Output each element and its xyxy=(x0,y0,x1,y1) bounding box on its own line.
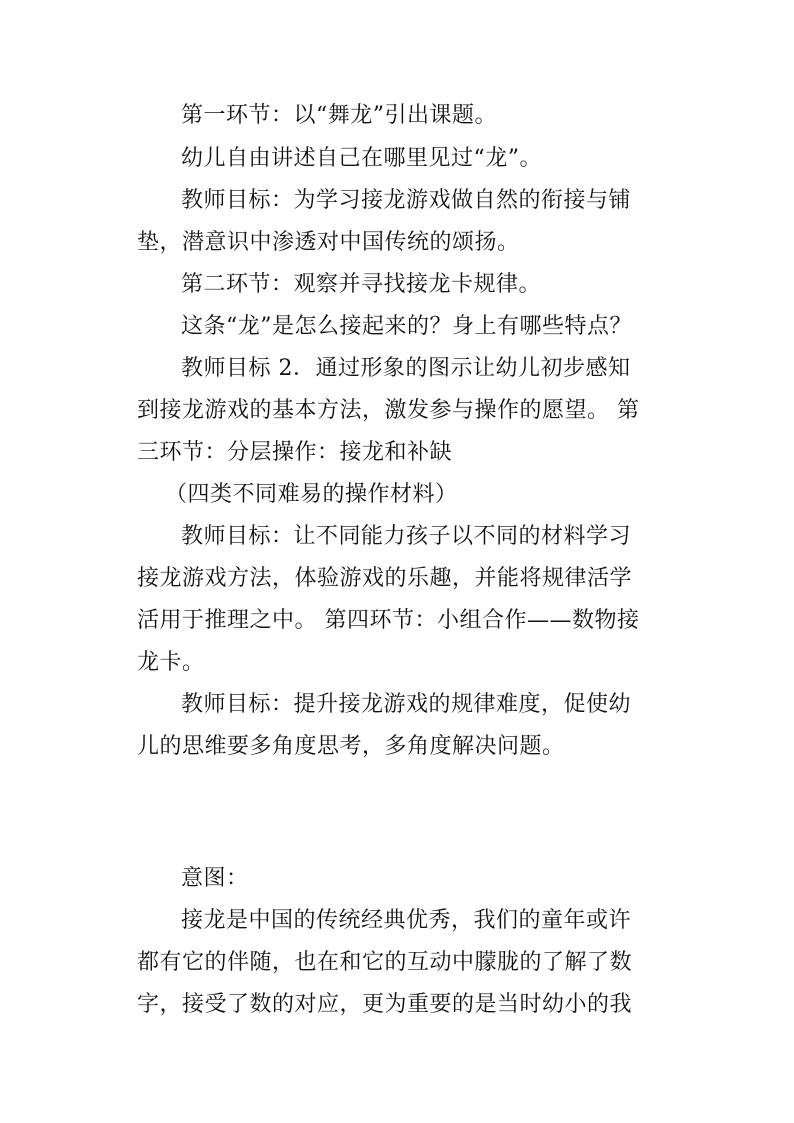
section-one-heading: 第一环节：以“舞龙”引出课题。 xyxy=(181,103,497,128)
intent-heading: 意图： xyxy=(181,866,249,891)
teacher-goal-line: 教师目标：为学习接龙游戏做自然的衔接与铺 xyxy=(181,188,632,213)
paragraph-line: 接龙是中国的传统经典优秀，我们的童年或许 xyxy=(181,908,632,933)
section-two-heading: 第二环节：观察并寻找接龙卡规律。 xyxy=(181,272,542,297)
paragraph-line: 这条“龙”是怎么接起来的？身上有哪些特点？ xyxy=(181,314,632,339)
teacher-goal-line: 教师目标：提升接龙游戏的规律难度，促使幼 xyxy=(181,692,632,717)
section-four-line: 活用于推理之中。 第四环节：小组合作——数物接 xyxy=(137,608,640,633)
paragraph-line: 儿的思维要多角度思考，多角度解决问题。 xyxy=(137,734,565,759)
teacher-goal-line: 教师目标：让不同能力孩子以不同的材料学习 xyxy=(181,524,632,549)
paragraph-line: 都有它的伴随，也在和它的互动中朦胧的了解了数 xyxy=(137,950,633,975)
paragraph-line: 幼儿自由讲述自己在哪里见过“龙”。 xyxy=(181,146,542,171)
section-three-line: 三环节：分层操作：接龙和补缺 xyxy=(137,440,453,465)
paragraph-line: 垫，潜意识中渗透对中国传统的颂扬。 xyxy=(137,230,520,255)
paragraph-line: 到接龙游戏的基本方法，激发参与操作的愿望。 第 xyxy=(137,398,640,423)
paragraph-line: 接龙游戏方法，体验游戏的乐趣，并能将规律活学 xyxy=(137,566,633,591)
teacher-goal-line: 教师目标 2．通过形象的图示让幼儿初步感知 xyxy=(181,356,631,381)
materials-note: （四类不同难易的操作材料） xyxy=(165,482,458,507)
paragraph-line: 龙卡。 xyxy=(137,650,205,675)
paragraph-line: 字，接受了数的对应，更为重要的是当时幼小的我 xyxy=(137,992,633,1017)
